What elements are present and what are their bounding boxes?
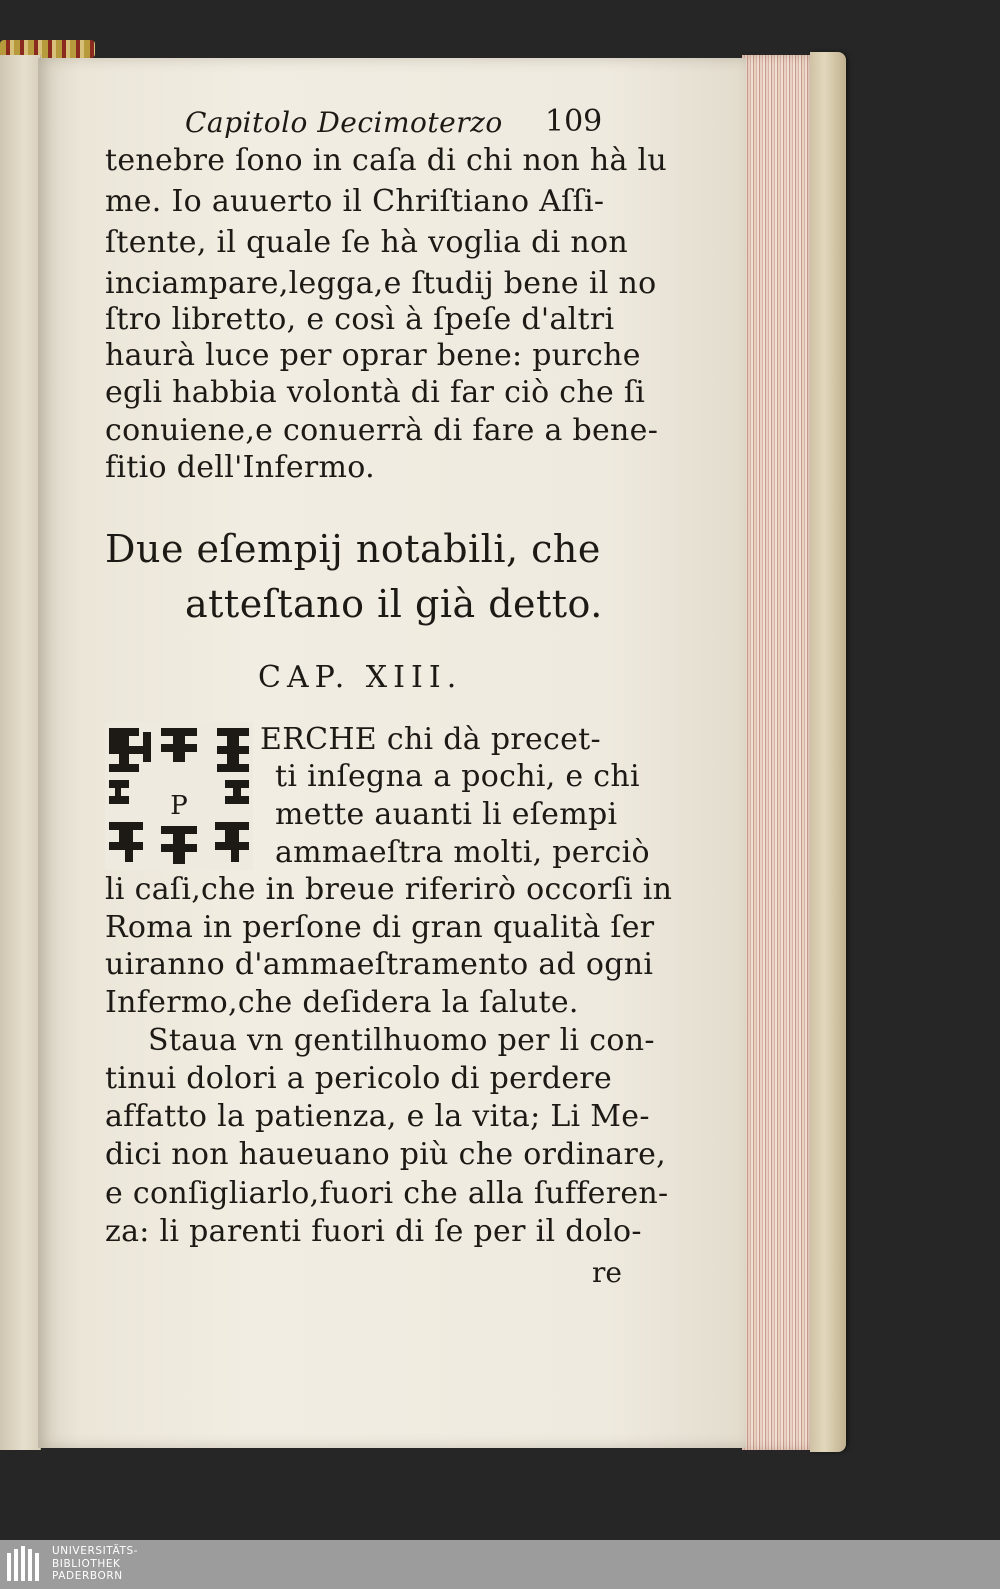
chapter-number: CAP. XIII. — [258, 660, 463, 695]
text-line: ſtro libretto, e così à ſpeſe d'altri — [105, 302, 615, 337]
library-name — [52, 1545, 138, 1583]
text-line: za: li parenti fuori di ſe per il dolo- — [105, 1214, 642, 1249]
left-page-edge — [0, 55, 41, 1450]
text-line: ammaeſtra molti, perciò — [275, 835, 650, 870]
text-line: tinui dolori a pericolo di perdere — [105, 1061, 613, 1096]
text-line: haurà luce per oprar bene: purche — [105, 338, 641, 373]
ornamental-dropcap-icon — [105, 722, 253, 870]
page-block-edge — [742, 55, 814, 1450]
library-name-line: BIBLIOTHEK — [52, 1557, 121, 1570]
text-line: ERCHE chi dà precet- — [260, 722, 601, 757]
text-line: li caſi,che in breue riferirò occorſi in — [105, 872, 673, 907]
running-head: Capitolo Decimoterzo — [185, 106, 503, 139]
library-name-line: UNIVERSITÄTS- — [52, 1545, 139, 1557]
text-line: me. Io auuerto il Chriſtiano Aſſi- — [105, 184, 605, 219]
page-number: 109 — [545, 104, 603, 139]
chapter-heading-line: Due eſempij notabili, che — [105, 527, 601, 571]
library-logo-icon — [6, 1543, 42, 1585]
text-line: inciampare,legga,e ſtudij bene il no — [105, 266, 657, 301]
text-line: ti inſegna a pochi, e chi — [275, 759, 640, 794]
footer-bar — [0, 1540, 1000, 1589]
book-cover-edge — [810, 52, 846, 1452]
text-line: uiranno d'ammaeſtramento ad ogni — [105, 947, 654, 982]
catchword: re — [592, 1256, 622, 1289]
text-line: affatto la patienza, e la vita; Li Me- — [105, 1099, 650, 1134]
text-line: egli habbia volontà di far ciò che ſi — [105, 375, 646, 410]
text-line: conuiene,e conuerrà di fare a bene- — [105, 413, 659, 448]
text-line: Roma in perſone di gran qualità ſer — [105, 910, 655, 945]
dropcap-letter: P — [170, 791, 188, 821]
text-line: Staua vn gentilhuomo per li con- — [148, 1023, 655, 1058]
text-line: tenebre ſono in caſa di chi non hà lu — [105, 143, 668, 178]
chapter-heading-line: atteſtano il già detto. — [185, 582, 603, 626]
text-line: Infermo,che deſidera la ſalute. — [105, 985, 579, 1020]
text-line: mette auanti li eſempi — [275, 797, 618, 832]
text-line: ſtente, il quale ſe hà voglia di non — [105, 225, 628, 260]
text-line: dici non haueuano più che ordinare, — [105, 1137, 666, 1172]
library-name-line: PADERBORN — [52, 1570, 123, 1582]
text-line: e conſigliarlo,fuori che alla ſufferen- — [105, 1176, 669, 1211]
text-line: fitio dell'Infermo. — [105, 450, 375, 485]
